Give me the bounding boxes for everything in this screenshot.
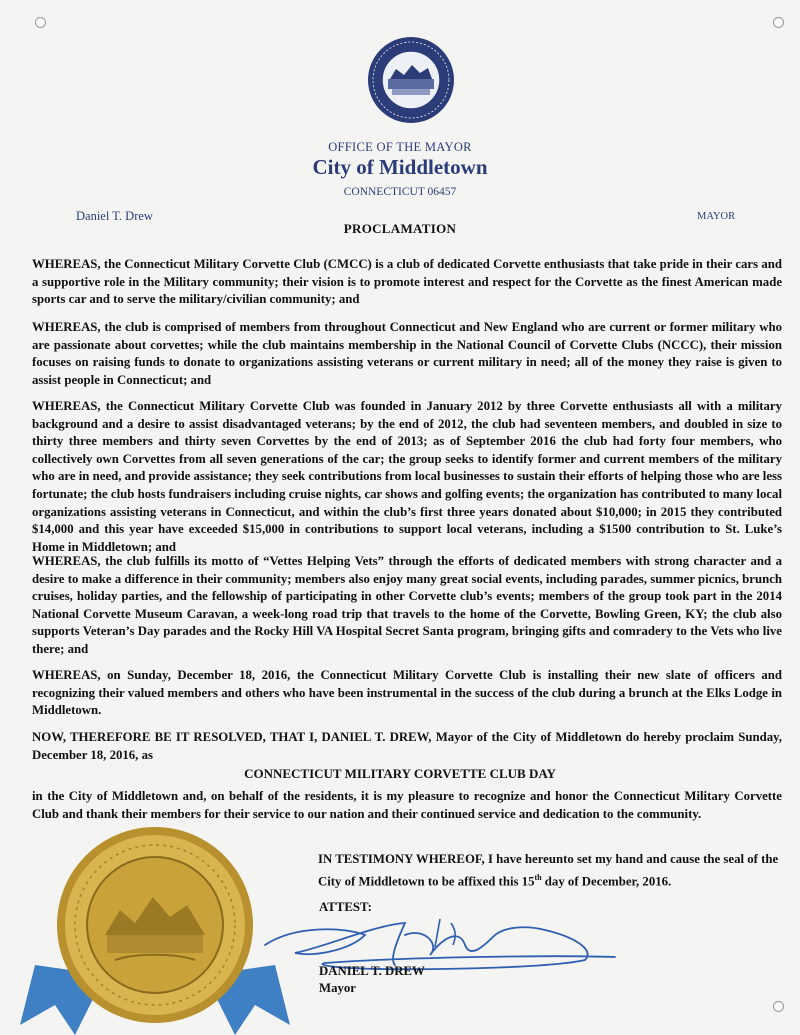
paragraph: NOW, THEREFORE BE IT RESOLVED, THAT I, DANIEL T. DREW, Mayor of the City of Middletown do hereby proclaim Sunday, December 18, 2016, as xyxy=(32,730,782,762)
closing-paragraph: in the City of Middletown and, on behalf of the residents, it is my pleasure to recognize and honor the Connecticut Military Corvette Club and thank their members for their service to our nation and their continued service and dedication to the community. xyxy=(32,789,782,821)
paragraph: WHEREAS, on Sunday, December 18, 2016, the Connecticut Military Corvette Club is installing their new slate of officers and recognizing their valued members and others who have been instrumental in the success of the club during a brunch at the Elks Lodge in Middletown. xyxy=(32,668,782,718)
punch-hole xyxy=(773,1001,784,1012)
signature xyxy=(255,905,625,985)
signer-title: Mayor xyxy=(319,981,356,995)
attest-label: ATTEST: xyxy=(319,900,372,914)
punch-hole xyxy=(773,17,784,28)
city-seal-logo xyxy=(366,35,456,125)
state-zip: CONNECTICUT 06457 xyxy=(343,186,457,198)
testimony-text-part: IN TESTIMONY WHEREOF, I have hereunto set my hand and cause the seal of the City of Middletown to be affixed this 15 xyxy=(318,852,779,888)
gold-seal xyxy=(15,825,295,1035)
paragraph: WHEREAS, the Connecticut Military Corvette Club was founded in January 2012 by three Corvette enthusiasts all with a military background and a desire to assist disadvantaged veterans; by the end of 2012, the club had seventeen members, and doubled in size to thirty three members and thirty seven Corvettes by the end of 2013; as of September 2016 the club had forty four members, who collectively own Corvettes from all seven generations of the car; the group seeks to identify former and current members of the military who are in need, and provide assistance; they seek contributions from local businesses to sustain their efforts of helping those who are less fortunate; the club hosts fundraisers including cruise nights, car shows and golfing events; the organization has contributed to many local organizations assisting veterans in Connecticut, and within the club’s first three years donated about $10,000; in 2015 they contributed $14,000 and this year have exceeded $15,000 in contributions to support local veterans, including a $1500 contribution to St. Luke’s Home in Middletown; and xyxy=(32,399,782,554)
paragraph: WHEREAS, the club fulfills its motto of “Vettes Helping Vets” through the efforts of dedicated members with strong character and a desire to make a difference in their community; members also enjoy many great social events, including parades, summer picnics, brunch cruises, holiday parties, and the fellowship of participating in other Corvette club’s events; members of the group took part in the 2014 National Corvette Museum Caravan, a week-long road trip that travels to the home of the Corvette, Bowling Green, KY; the club also supports Veteran’s Day parades and the Rocky Hill VA Hospital Secret Santa program, bringing gifts and comradery to the Vets who live there; and xyxy=(32,554,782,656)
testimony-text xyxy=(318,851,780,890)
office-label: OFFICE OF THE MAYOR xyxy=(328,140,472,154)
city-name: City of Middletown xyxy=(312,155,488,179)
day-title: CONNECTICUT MILITARY CORVETTE CLUB DAY xyxy=(244,766,556,781)
mayor-name: Daniel T. Drew xyxy=(76,209,153,223)
punch-hole xyxy=(35,17,46,28)
paragraph: WHEREAS, the club is comprised of members from throughout Connecticut and New England who are current or former military who are passionate about corvettes; while the club maintains membership in the National Council of Corvette Clubs (NCCC), their mission focuses on raising funds to donate to organizations assisting veterans or current military in need; all of the money they raise is given to assist people in Connecticut; and xyxy=(32,320,782,387)
mayor-title: MAYOR xyxy=(697,211,736,222)
paragraph: WHEREAS, the Connecticut Military Corvette Club (CMCC) is a club of dedicated Corvette enthusiasts that take pride in their cars and a supportive role in the Military community; their vision is to promote interest and respect for the Corvette as the finest American made sports car and to serve the military/civilian community; and xyxy=(32,257,782,307)
document-heading: PROCLAMATION xyxy=(343,221,457,236)
signer-name: DANIEL T. DREW xyxy=(319,964,425,978)
testimony-text-part: day of December, 2016. xyxy=(541,873,672,888)
ordinal-suffix: th xyxy=(534,872,542,882)
